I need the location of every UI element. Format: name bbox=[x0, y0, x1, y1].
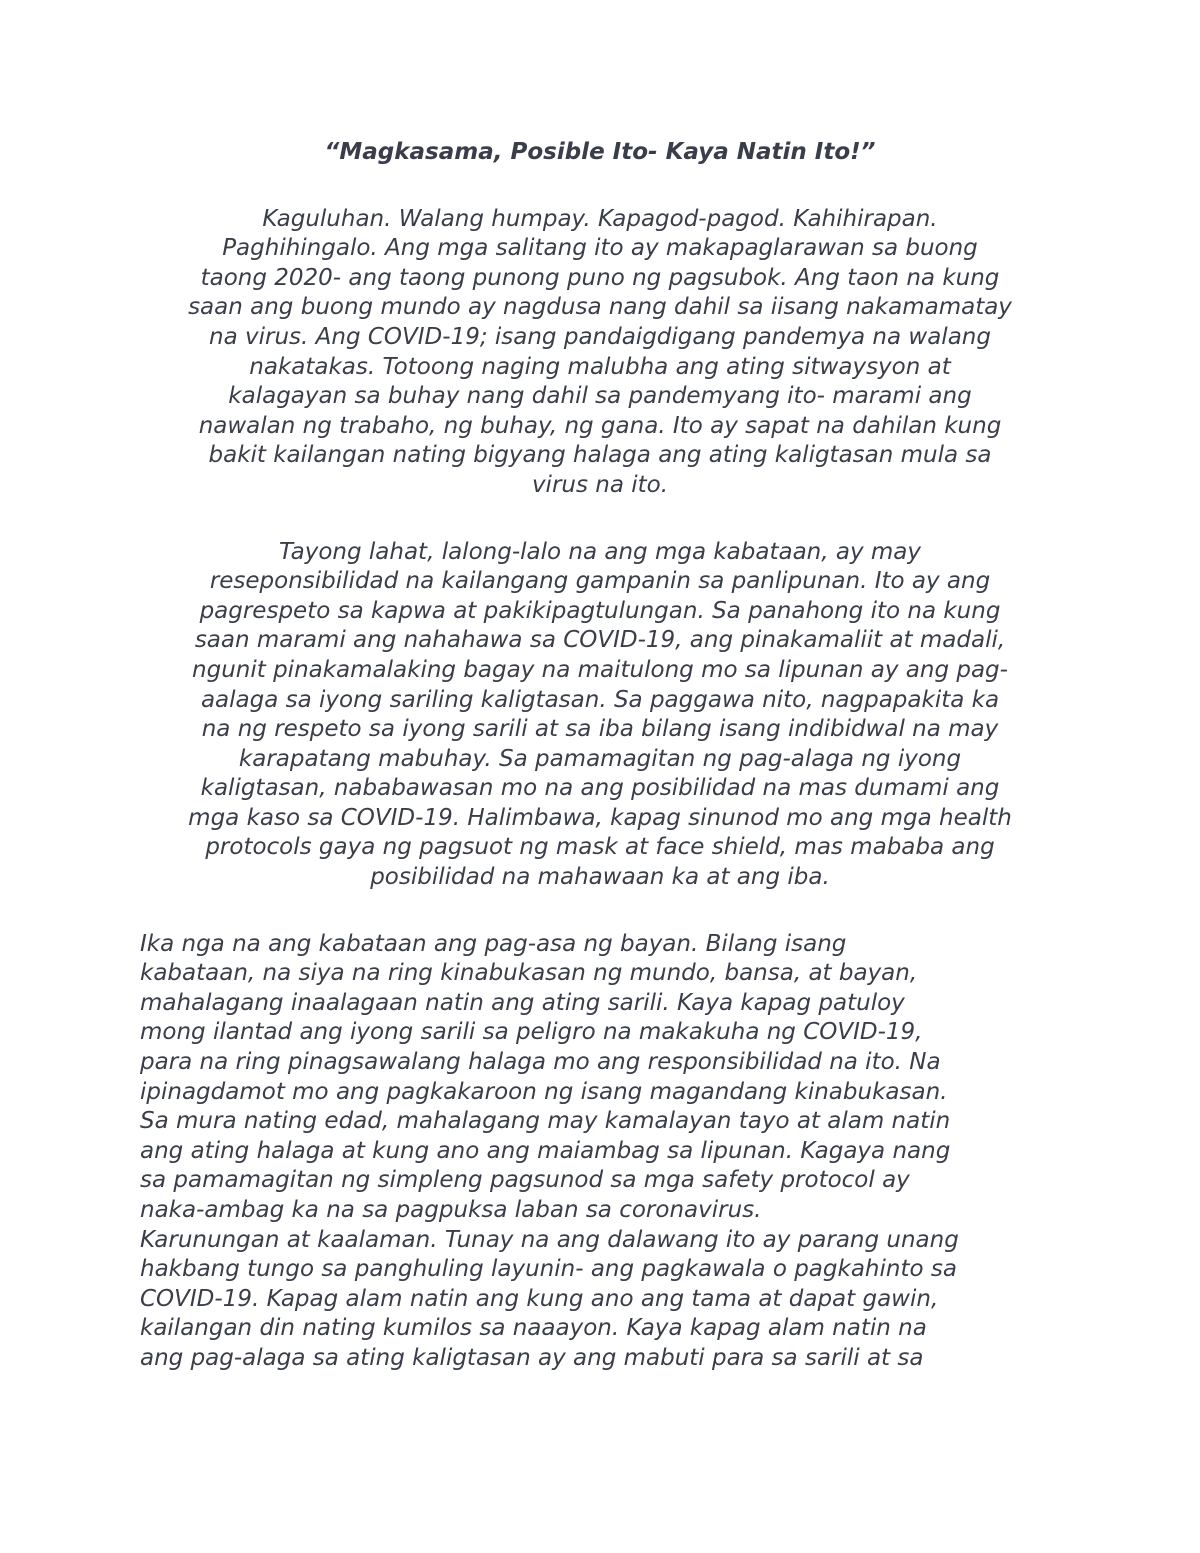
paragraph-line: bakit kailangan nating bigyang halaga ang ating kaligtasan mula sa bbox=[208, 442, 992, 469]
paragraph-line: Kaguluhan. Walang humpay. Kapagod-pagod. Kahihirapan. bbox=[262, 205, 938, 232]
paragraph-line: posibilidad na mahawaan ka at ang iba. bbox=[370, 864, 830, 891]
paragraph-spacer bbox=[140, 893, 1060, 930]
paragraph-4 bbox=[140, 1226, 1060, 1374]
paragraph-line: sa pamamagitan ng simpleng pagsunod sa mga safety protocol ay bbox=[140, 1167, 910, 1194]
paragraph-line: aalaga sa iyong sariling kaligtasan. Sa paggawa nito, nagpapakita ka bbox=[200, 686, 1000, 713]
paragraph-3 bbox=[140, 930, 1060, 1226]
paragraph-line: kabataan, na siya na ring kinabukasan ng mundo, bansa, at bayan, bbox=[140, 960, 918, 987]
paragraph-1 bbox=[140, 205, 1060, 501]
paragraph-line: ang pag-alaga sa ating kaligtasan ay ang mabuti para sa sarili at sa bbox=[140, 1344, 924, 1371]
paragraph-line: mga kaso sa COVID-19. Halimbawa, kapag sinunod mo ang mga health bbox=[188, 804, 1012, 831]
paragraph-line: Sa mura nating edad, mahalagang may kamalayan tayo at alam natin bbox=[140, 1108, 951, 1135]
paragraph-line: COVID-19. Kapag alam natin ang kung ano ang tama at dapat gawin, bbox=[140, 1285, 939, 1312]
paragraph-line: naka-ambag ka na sa pagpuksa laban sa coronavirus. bbox=[140, 1197, 762, 1223]
paragraph-line: virus na ito. bbox=[531, 471, 669, 498]
paragraph-line: protocols gaya ng pagsuot ng mask at face shield, mas mababa ang bbox=[205, 834, 995, 861]
document-body bbox=[140, 138, 1060, 1374]
paragraph-line: hakbang tungo sa panghuling layunin- ang pagkawala o pagkahinto sa bbox=[140, 1256, 957, 1283]
paragraph-line: pagrespeto sa kapwa at pakikipagtulungan. Sa panahong ito na kung bbox=[199, 597, 1001, 624]
paragraph-line: na virus. Ang COVID-19; isang pandaigdigang pandemya na walang bbox=[209, 323, 991, 350]
paragraph-spacer bbox=[140, 501, 1060, 538]
paragraph-line: para na ring pinagsawalang halaga mo ang responsibilidad na ito. Na bbox=[140, 1049, 941, 1076]
paragraph-line: na ng respeto sa iyong sarili at sa iba bilang isang indibidwal na may bbox=[201, 716, 999, 743]
paragraph-line: Tayong lahat, lalong-lalo na ang mga kabataan, ay may bbox=[279, 538, 921, 565]
paragraph-line: mahalagang inaalagaan natin ang ating sarili. Kaya kapag patuloy bbox=[140, 989, 905, 1016]
paragraph-line: mong ilantad ang iyong sarili sa peligro na makakuha ng COVID-19, bbox=[140, 1019, 923, 1046]
paragraph-line: Karunungan at kaalaman. Tunay na ang dalawang ito ay parang unang bbox=[140, 1226, 959, 1253]
paragraph-line: Paghihingalo. Ang mga salitang ito ay makapaglarawan sa buong bbox=[222, 235, 978, 262]
document-title: “Magkasama, Posible Ito- Kaya Natin Ito!” bbox=[324, 139, 876, 165]
paragraph-line: saan ang buong mundo ay nagdusa nang dahil sa iisang nakamamatay bbox=[188, 294, 1012, 321]
paragraph-line: ang ating halaga at kung ano ang maiambag sa lipunan. Kagaya nang bbox=[140, 1137, 951, 1164]
paragraph-line: kailangan din nating kumilos sa naaayon. Kaya kapag alam natin na bbox=[140, 1315, 927, 1342]
paragraph-line: taong 2020- ang taong punong puno ng pagsubok. Ang taon na kung bbox=[200, 264, 1000, 291]
paragraph-line: ngunit pinakamalaking bagay na maitulong mo sa lipunan ay ang pag- bbox=[192, 656, 1008, 683]
paragraph-line: nawalan ng trabaho, ng buhay, ng gana. Ito ay sapat na dahilan kung bbox=[198, 412, 1002, 439]
paragraph-line: saan marami ang nahahawa sa COVID-19, ang pinakamaliit at madali, bbox=[194, 627, 1006, 654]
paragraph-2 bbox=[140, 538, 1060, 893]
paragraph-line: kaligtasan, nababawasan mo na ang posibilidad na mas dumami ang bbox=[200, 775, 1000, 802]
paragraph-line: reseponsibilidad na kailangang gampanin sa panlipunan. Ito ay ang bbox=[209, 568, 991, 595]
paragraph-line: nakatakas. Totoong naging malubha ang ating sitwaysyon at bbox=[249, 353, 951, 380]
paragraph-line: ipinagdamot mo ang pagkakaroon ng isang magandang kinabukasan. bbox=[140, 1078, 948, 1105]
paragraph-line: Ika nga na ang kabataan ang pag-asa ng bayan. Bilang isang bbox=[140, 930, 847, 957]
paragraph-line: kalagayan sa buhay nang dahil sa pandemyang ito- marami ang bbox=[228, 383, 972, 410]
paragraph-line: karapatang mabuhay. Sa pamamagitan ng pag-alaga ng iyong bbox=[238, 745, 962, 772]
